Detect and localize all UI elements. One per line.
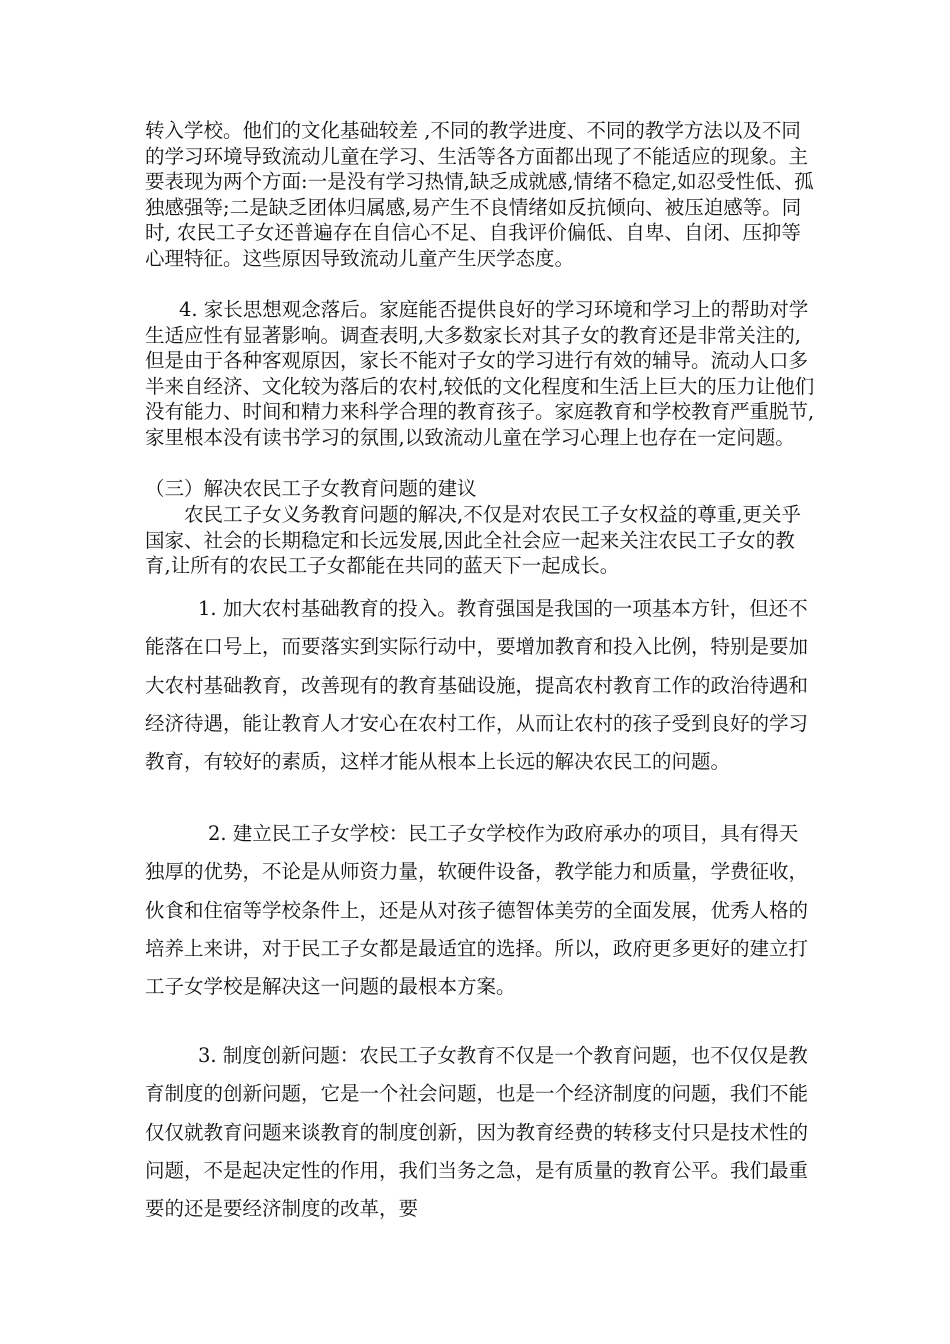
paragraph-continuation: 转入学校。他们的文化基础较差 ,不同的教学进度、不同的教学方法以及不同的学习环境导致流动儿童在学习、生活等各方面都出现了不能适应的现象。主要表现为两个方面:一是没有学习热情,缺乏成就感,情绪不稳定,如忍受性低、孤独感强等;二是缺乏团体归属感,易产生不良情绪如反抗倾向、被压迫感等。同时, 农民工子女还普遍存在自信心不足、自我评价偏低、自卑、自闭、压抑等心理特征。这些原因导致流动儿童产生厌学态度。 [145,119,814,270]
paragraph-suggestion-3: 3. 制度创新问题：农民工子女教育不仅是一个教育问题，也不仅仅是教育制度的创新问题，它是一个社会问题，也是一个经济制度的问题，我们不能仅仅就教育问题来谈教育的制度创新，因为教育经费的转移支付只是技术性的问题，不是起决定性的作用，我们当务之急，是有质量的教育公平。我们最重要的还是要经济制度的改革，要 [145,1044,809,1221]
paragraph-intro: 农民工子女义务教育问题的解决,不仅是对农民工子女权益的尊重,更关乎国家、社会的长期稳定和长远发展,因此全社会应一起来关注农民工子女的教育,让所有的农民工子女都能在共同的蓝天下一起成长。 [145,503,801,578]
paragraph-suggestion-1: 1. 加大农村基础教育的投入。教育强国是我国的一项基本方针，但还不能落在口号上，而要落实到实际行动中，要增加教育和投入比例，特别是要加大农村基础教育，改善现有的教育基础设施，提高农村教育工作的政治待遇和经济待遇，能让教育人才安心在农村工作，从而让农村的孩子受到良好的学习教育，有较好的素质，这样才能从根本上长远的解决农民工的问题。 [145,597,809,774]
paragraph-parents: 4. 家长思想观念落后。家庭能否提供良好的学习环境和学习上的帮助对学生适应性有显著影响。调查表明,大多数家长对其子女的教育还是非常关注的,但是由于各种客观原因，家长不能对子女的学习进行有效的辅导。流动人口多半来自经济、文化较为落后的农村,较低的文化程度和生活上巨大的压力让他们没有能力、时间和精力来科学合理的教育孩子。家庭教育和学校教育严重脱节,家里根本没有读书学习的氛围,以致流动儿童在学习心理上也存在一定问题。 [145,298,815,449]
paragraph-suggestion-2: 2. 建立民工子女学校：民工子女学校作为政府承办的项目，具有得天独厚的优势，不论是从师资力量，软硬件设备，教学能力和质量，学费征收，伙食和住宿等学校条件上，还是从对孩子德智体美劳的全面发展，优秀人格的培养上来讲，对于民工子女都是最适宜的选择。所以，政府更多更好的建立打工子女学校是解决这一问题的最根本方案。 [145,822,809,999]
section-heading: （三）解决农民工子女教育问题的建议 [145,477,477,500]
